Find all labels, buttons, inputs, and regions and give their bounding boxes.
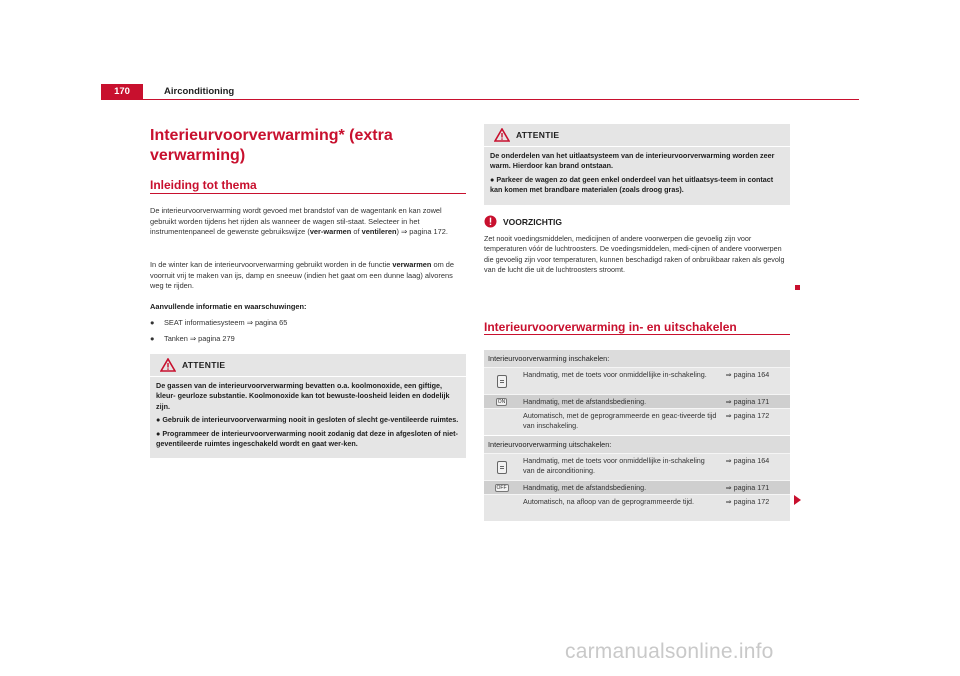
warning-triangle-icon xyxy=(494,128,510,142)
button-icon xyxy=(497,375,507,388)
caution-text: Zet nooit voedingsmiddelen, medicijnen of andere voorwerpen die gevoelig zijn voor temperaturen vóór de luchtroosters. De voedingsmiddelen, medi-cijnen of andere voorwerpen die gevoelig zijn voor temperaturen, kunnen beschadigd raken of onbruikbaar raken als gevolg van de lucht die uit de luchtroosters stroomt. xyxy=(484,234,785,275)
table-cell: ⇒ pagina 172 xyxy=(725,497,770,506)
warning-text: ● Gebruik de interieurvoorverwarming nooit in gesloten of slecht ge-ventileerde ruimtes. xyxy=(156,415,459,425)
caution-title: VOORZICHTIG xyxy=(503,216,563,227)
caution-heading xyxy=(484,215,562,228)
off-key-icon: OFF xyxy=(496,484,507,491)
warning-text: De onderdelen van het uitlaatsysteem van de interieurvoorverwarming worden zeer warm. Hierdoor kan brand ontstaan. xyxy=(490,151,775,171)
intro-paragraph: De interieurvoorverwarming wordt gevoed met brandstof van de wagentank en kan zowel gebruikt worden tijdens het rijden als wanneer de wagen stil-staat. Selecteer in het instrumentenpaneel de gewenste gebruikswijze (ver-warmen of ventileren) ⇒ pagina 172. xyxy=(150,206,448,237)
warning-text: ● Programmeer de interieurvoorverwarming nooit zodanig dat deze in afgesloten of niet-geventileerde ruimtes ingeschakeld wordt en gaat wer-ken. xyxy=(156,428,458,449)
subheading-rule xyxy=(150,193,466,194)
warning-text: ● Parkeer de wagen zo dat geen enkel onderdeel van het uitlaatsys-teem in contact kan komen met brandbare materialen (zoals droog gras). xyxy=(490,174,774,195)
switch-off-table xyxy=(484,436,790,521)
warning-triangle-icon xyxy=(160,358,176,372)
table-cell: ⇒ pagina 164 xyxy=(725,370,770,379)
table-row xyxy=(484,480,790,494)
warning-title: ATTENTIE xyxy=(182,360,226,370)
table-cell: ⇒ pagina 171 xyxy=(725,397,770,406)
button-icon xyxy=(497,461,507,474)
table-row xyxy=(484,367,790,394)
table-row xyxy=(484,453,790,480)
table-cell: Handmatig, met de toets voor onmiddellijke in-schakeling. xyxy=(523,370,707,379)
running-section-title: Airconditioning xyxy=(164,86,235,97)
winter-paragraph: In de winter kan de interieurvoorverwarming gebruikt worden in de functie verwarmen om de voorruit vrij te maken van ijs, damp en sneeuw (indien het gaat om een dunne laag) alvorens weg te rijden. xyxy=(150,260,455,291)
switching-subheading: Interieurvoorverwarming in- en uitschakelen xyxy=(484,320,737,334)
table-heading: Interieurvoorverwarming inschakelen: xyxy=(484,350,790,367)
page-title: Interieurvoorverwarming* (extra verwarming) xyxy=(150,127,393,164)
switch-on-table xyxy=(484,350,790,435)
page-number: 170 xyxy=(101,84,143,100)
table-row xyxy=(484,408,790,435)
table-cell: Handmatig, met de afstandsbediening. xyxy=(523,483,647,492)
intro-subheading: Inleiding tot thema xyxy=(150,178,257,192)
section-end-marker xyxy=(795,285,800,290)
table-row xyxy=(484,494,790,521)
table-cell: Handmatig, met de toets voor onmiddellijke in-schakeling van de airconditioning. xyxy=(523,456,705,475)
watermark: carmanualsonline.info xyxy=(565,640,774,663)
table-row xyxy=(484,394,790,408)
table-heading: Interieurvoorverwarming uitschakelen: xyxy=(484,436,790,453)
table-cell: Automatisch, na afloop van de geprogrammeerde tijd. xyxy=(523,497,695,506)
table-cell: ⇒ pagina 171 xyxy=(725,483,770,492)
subheading-rule xyxy=(484,334,790,335)
caution-exclamation-icon xyxy=(484,215,497,228)
bullet-item: ● Tanken ⇒ pagina 279 xyxy=(150,334,235,343)
header-rule xyxy=(101,99,859,100)
continue-arrow-icon xyxy=(794,495,801,505)
table-cell: Automatisch, met de geprogrammeerde en geac-tiveerde tijd van inschakeling. xyxy=(523,411,717,430)
warning-text: De gassen van de interieurvoorverwarming bevatten o.a. koolmonoxide, een giftige, kleur- geurloze substantie. Koolmonoxide kan tot bewuste-loosheid leiden en dodelijk zijn. xyxy=(156,381,450,411)
on-key-icon: ON xyxy=(497,398,506,405)
table-cell: ⇒ pagina 172 xyxy=(725,411,770,420)
warning-box-exhaust xyxy=(484,124,790,205)
table-cell: ⇒ pagina 164 xyxy=(725,456,770,465)
info-heading: Aanvullende informatie en waarschuwingen: xyxy=(150,302,307,311)
bullet-item: ● SEAT informatiesysteem ⇒ pagina 65 xyxy=(150,318,288,327)
table-cell: Handmatig, met de afstandsbediening. xyxy=(523,397,647,406)
warning-box-gases xyxy=(150,354,466,458)
warning-title: ATTENTIE xyxy=(516,130,560,140)
